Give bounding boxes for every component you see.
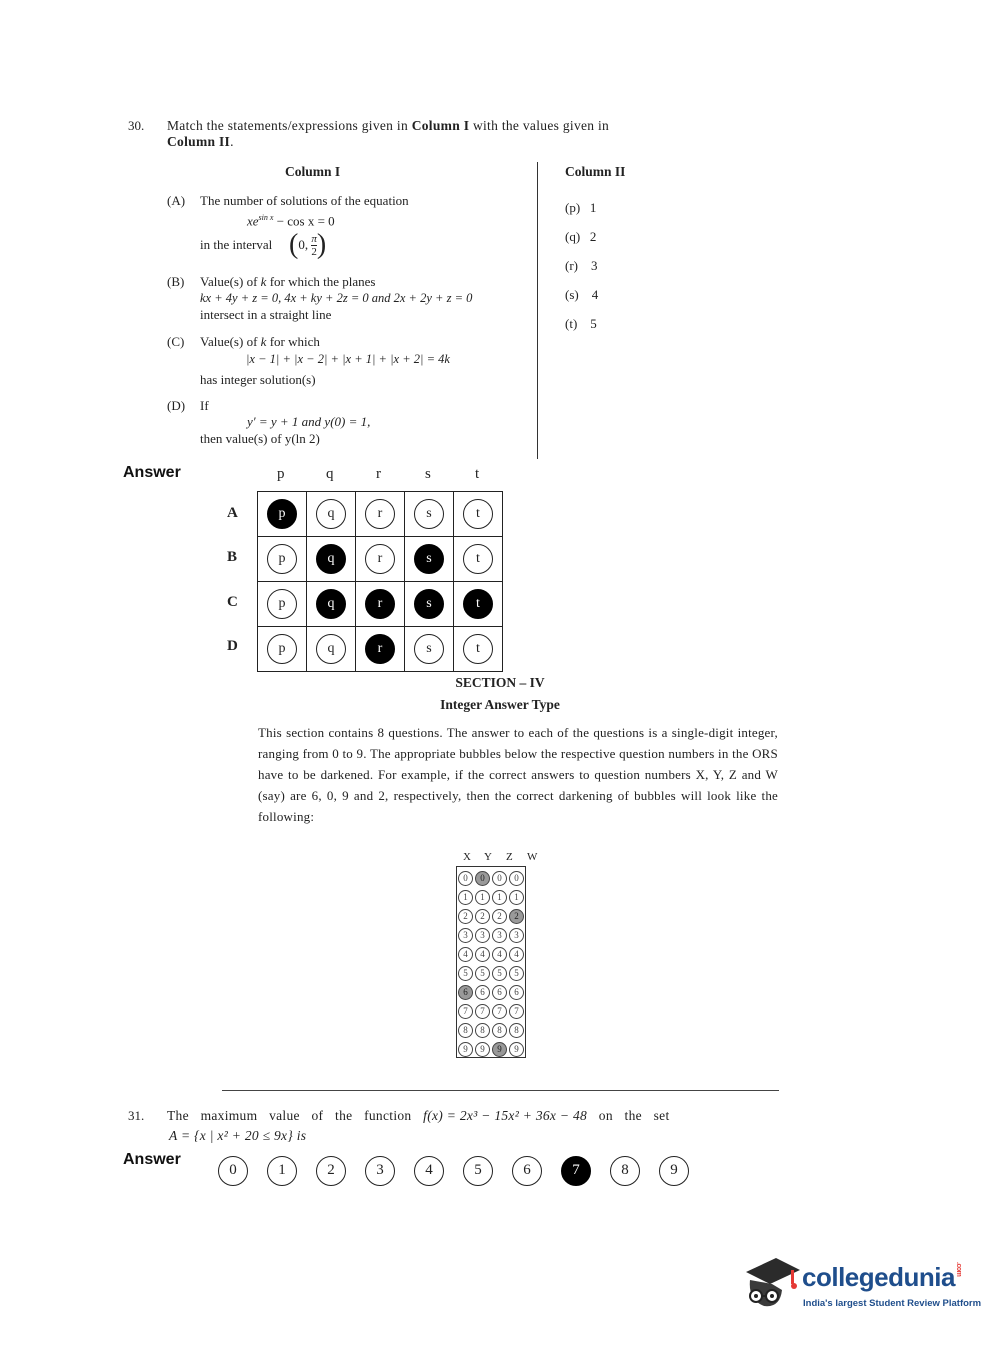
ors-bubble[interactable]: 0 bbox=[509, 871, 524, 886]
ors-bubble[interactable]: 0 bbox=[492, 871, 507, 886]
col2-letter: (s) bbox=[565, 287, 579, 302]
answer-label: Answer bbox=[123, 464, 181, 481]
column-ii-item bbox=[565, 309, 598, 338]
ors-row bbox=[457, 886, 526, 905]
question-text-b: with the values given in bbox=[472, 118, 610, 133]
ors-bubble[interactable]: 2 bbox=[509, 909, 524, 924]
grid-row-label: B bbox=[227, 549, 238, 565]
ors-bubble[interactable]: 4 bbox=[492, 947, 507, 962]
statement-b-line2: kx + 4y + z = 0, 4x + ky + 2z = 0 and 2x + 2y + z = 0 bbox=[200, 291, 473, 305]
q31-func: f(x) = 2x³ − 15x² + 36x − 48 bbox=[423, 1108, 588, 1123]
ors-bubble[interactable]: 2 bbox=[492, 909, 507, 924]
ors-bubble[interactable]: 8 bbox=[475, 1023, 490, 1038]
section-subtitle: Integer Answer Type bbox=[440, 697, 560, 712]
statement-d-label: (D) bbox=[167, 398, 186, 413]
ors-row bbox=[457, 943, 526, 962]
statement-b-line1 bbox=[200, 274, 375, 290]
ors-row bbox=[457, 1019, 526, 1038]
ors-bubble[interactable]: 6 bbox=[509, 985, 524, 1000]
eq-rest: − cos x = 0 bbox=[273, 213, 335, 229]
ors-header: X bbox=[463, 851, 471, 863]
bubble-c-q[interactable]: q bbox=[316, 589, 346, 619]
col2-letter: (q) bbox=[565, 229, 581, 244]
bubble-a-s[interactable]: s bbox=[414, 499, 444, 529]
ors-bubble[interactable]: 4 bbox=[475, 947, 490, 962]
statement-d-line3: then value(s) of y(ln 2) bbox=[200, 431, 320, 446]
bubble-d-q[interactable]: q bbox=[316, 634, 346, 664]
logo-com: .com bbox=[954, 1262, 962, 1277]
statement-c-line2: |x − 1| + |x − 2| + |x + 1| + |x + 2| = 4k bbox=[246, 352, 450, 366]
grid-row-label: D bbox=[227, 638, 238, 654]
ors-bubble[interactable]: 1 bbox=[458, 890, 473, 905]
bubble-d-t[interactable]: t bbox=[463, 634, 493, 664]
grid-row-label: A bbox=[227, 505, 238, 521]
ors-bubble[interactable]: 5 bbox=[475, 966, 490, 981]
ors-bubble[interactable]: 4 bbox=[509, 947, 524, 962]
ors-row bbox=[457, 924, 526, 943]
question-number: 30. bbox=[128, 118, 145, 133]
ors-row bbox=[457, 981, 526, 1000]
collegedunia-mascot-icon bbox=[742, 1250, 802, 1312]
ors-bubble[interactable]: 4 bbox=[458, 947, 473, 962]
col2-value: 4 bbox=[591, 287, 599, 302]
bubble-c-p[interactable]: p bbox=[267, 589, 297, 619]
column-i-heading: Column I bbox=[285, 164, 341, 179]
ors-bubble[interactable]: 8 bbox=[458, 1023, 473, 1038]
ors-bubble[interactable]: 7 bbox=[458, 1004, 473, 1019]
grid-col-header: t bbox=[475, 466, 480, 482]
col2-value: 1 bbox=[589, 200, 597, 215]
ors-header: Z bbox=[506, 851, 513, 863]
ors-bubble[interactable]: 8 bbox=[492, 1023, 507, 1038]
ors-bubble[interactable]: 6 bbox=[458, 985, 473, 1000]
eq-base: xe bbox=[247, 213, 259, 229]
int-bubble-8[interactable]: 8 bbox=[610, 1156, 640, 1186]
ors-header: W bbox=[527, 851, 538, 863]
section-paragraph: This section contains 8 questions. The answer to each of the questions is a single-digit integer, ranging from 0 to 9. The appropriate bubbles below the respective question numbers in the ORS have to be darkened. For example, if the correct answers to question numbers X, Y, Z and W (say) are 6, 0, 9 and 2, respectively, then the correct darkening of bubbles will look like the following: bbox=[258, 725, 778, 824]
interval-pre: 0, bbox=[298, 237, 309, 252]
grid-col-header: p bbox=[277, 466, 285, 482]
grid-col-header: r bbox=[376, 466, 381, 482]
ors-bubble[interactable]: 0 bbox=[475, 871, 490, 886]
b-line1-b: for which the planes bbox=[269, 274, 376, 289]
statement-a-interval: (0, $\frac{\pi}{2}$ ) bbox=[289, 229, 327, 260]
ors-header: Y bbox=[484, 851, 492, 863]
int-bubble-0[interactable]: 0 bbox=[218, 1156, 248, 1186]
ors-bubble[interactable]: 0 bbox=[458, 871, 473, 886]
ors-row bbox=[457, 962, 526, 981]
q31-line1-b: on the set bbox=[598, 1108, 670, 1123]
ors-bubble[interactable]: 9 bbox=[492, 1042, 507, 1057]
bubble-a-r[interactable]: r bbox=[365, 499, 395, 529]
column-ii-item bbox=[565, 251, 598, 280]
bubble-d-r[interactable]: r bbox=[365, 634, 395, 664]
bubble-c-r[interactable]: r bbox=[365, 589, 395, 619]
bubble-d-p[interactable]: p bbox=[267, 634, 297, 664]
col2-value: 2 bbox=[589, 229, 597, 244]
bubble-b-t[interactable]: t bbox=[463, 544, 493, 574]
bubble-a-t[interactable]: t bbox=[463, 499, 493, 529]
statement-b-label: (B) bbox=[167, 274, 185, 289]
question-text-a: Match the statements/expressions given in bbox=[167, 118, 409, 133]
question-31-line1 bbox=[167, 1108, 687, 1124]
question-number-31: 31. bbox=[128, 1108, 145, 1123]
statement-a-line1: The number of solutions of the equation bbox=[200, 193, 409, 208]
column-ii-item bbox=[565, 280, 598, 309]
statement-a-equation bbox=[247, 210, 335, 229]
int-bubble-2[interactable]: 2 bbox=[316, 1156, 346, 1186]
statement-c-line1 bbox=[200, 334, 320, 350]
ors-bubble[interactable]: 7 bbox=[475, 1004, 490, 1019]
column-ii-item bbox=[565, 222, 598, 251]
grid-col-header: q bbox=[326, 466, 334, 482]
ors-bubble[interactable]: 1 bbox=[492, 890, 507, 905]
col2-value: 5 bbox=[590, 316, 597, 331]
statement-d-line2: y′ = y + 1 and y(0) = 1, bbox=[247, 414, 371, 429]
ors-bubble[interactable]: 5 bbox=[492, 966, 507, 981]
ors-bubble[interactable]: 9 bbox=[509, 1042, 524, 1057]
ors-bubble[interactable]: 5 bbox=[458, 966, 473, 981]
ors-bubble[interactable]: 1 bbox=[509, 890, 524, 905]
ors-row bbox=[457, 1000, 526, 1019]
column-ii-word: Column II bbox=[167, 134, 231, 149]
answer-label-31: Answer bbox=[123, 1151, 181, 1168]
int-bubble-5[interactable]: 5 bbox=[463, 1156, 493, 1186]
bubble-a-p[interactable]: p bbox=[267, 499, 297, 529]
ors-bubble[interactable]: 5 bbox=[509, 966, 524, 981]
section-title: SECTION – IV bbox=[455, 675, 545, 690]
bubble-c-t[interactable]: t bbox=[463, 589, 493, 619]
ors-row bbox=[457, 867, 526, 887]
c-line1-a: Value(s) of bbox=[200, 334, 258, 349]
column-i-word: Column I bbox=[411, 118, 470, 133]
int-bubble-9[interactable]: 9 bbox=[659, 1156, 689, 1186]
divider bbox=[222, 1090, 779, 1091]
grid-row-label: C bbox=[227, 594, 238, 610]
ors-bubble[interactable]: 3 bbox=[475, 928, 490, 943]
grid-row-a bbox=[258, 492, 503, 537]
ors-row bbox=[457, 1038, 526, 1058]
bubble-a-q[interactable]: q bbox=[316, 499, 346, 529]
logo-name: collegedunia bbox=[802, 1262, 955, 1292]
bubble-c-s[interactable]: s bbox=[414, 589, 444, 619]
column-ii-heading: Column II bbox=[565, 164, 626, 179]
int-bubble-6[interactable]: 6 bbox=[512, 1156, 542, 1186]
bubble-d-s[interactable]: s bbox=[414, 634, 444, 664]
ors-bubble[interactable]: 9 bbox=[475, 1042, 490, 1057]
grid-row-b bbox=[258, 537, 503, 582]
ors-bubble[interactable]: 6 bbox=[475, 985, 490, 1000]
int-bubble-4[interactable]: 4 bbox=[414, 1156, 444, 1186]
bubble-b-r[interactable]: r bbox=[365, 544, 395, 574]
integer-answer-row bbox=[218, 1156, 708, 1186]
int-bubble-1[interactable]: 1 bbox=[267, 1156, 297, 1186]
grid-row-c bbox=[258, 582, 503, 627]
interval-num: π bbox=[311, 232, 317, 245]
bubble-b-q[interactable]: q bbox=[316, 544, 346, 574]
bubble-b-s[interactable]: s bbox=[414, 544, 444, 574]
b-k: k bbox=[260, 274, 267, 289]
ors-row bbox=[457, 905, 526, 924]
eq-sup: sin x bbox=[258, 213, 274, 222]
ors-bubble[interactable]: 3 bbox=[492, 928, 507, 943]
bubble-b-p[interactable]: p bbox=[267, 544, 297, 574]
col2-letter: (r) bbox=[565, 258, 578, 273]
statement-b-line3: intersect in a straight line bbox=[200, 307, 332, 322]
int-bubble-3[interactable]: 3 bbox=[365, 1156, 395, 1186]
ors-bubble[interactable]: 9 bbox=[458, 1042, 473, 1057]
ors-bubble[interactable]: 7 bbox=[492, 1004, 507, 1019]
answer-grid bbox=[257, 491, 503, 672]
question-31-line2: A = {x | x² + 20 ≤ 9x} is bbox=[169, 1128, 307, 1143]
logo-wordmark bbox=[802, 1262, 962, 1293]
col2-letter: (p) bbox=[565, 200, 581, 215]
grid-col-header: s bbox=[425, 466, 431, 482]
statement-d-line1: If bbox=[200, 398, 209, 413]
ors-bubble[interactable]: 3 bbox=[509, 928, 524, 943]
statement-a-label: (A) bbox=[167, 193, 186, 208]
ors-bubble[interactable]: 7 bbox=[509, 1004, 524, 1019]
ors-bubble[interactable]: 2 bbox=[475, 909, 490, 924]
c-line1-b: for which bbox=[269, 334, 320, 349]
ors-bubble[interactable]: 6 bbox=[492, 985, 507, 1000]
col2-value: 3 bbox=[591, 258, 598, 273]
ors-bubble[interactable]: 1 bbox=[475, 890, 490, 905]
grid-row-d bbox=[258, 627, 503, 672]
column-ii-list bbox=[565, 193, 598, 338]
statement-c-line3: has integer solution(s) bbox=[200, 372, 316, 387]
logo-tagline: India's largest Student Review Platform bbox=[803, 1298, 982, 1309]
col2-letter: (t) bbox=[565, 316, 578, 331]
q31-line1-a: The maximum value of the function bbox=[167, 1108, 412, 1123]
interval-den: 2 bbox=[311, 245, 317, 258]
int-bubble-7[interactable]: 7 bbox=[561, 1156, 591, 1186]
c-k: k bbox=[260, 334, 267, 349]
ors-bubble[interactable]: 3 bbox=[458, 928, 473, 943]
statement-c-label: (C) bbox=[167, 334, 185, 349]
ors-example bbox=[456, 866, 526, 1058]
column-divider bbox=[537, 162, 538, 459]
ors-bubble[interactable]: 8 bbox=[509, 1023, 524, 1038]
b-line1-a: Value(s) of bbox=[200, 274, 258, 289]
statement-a-line3: in the interval bbox=[200, 237, 273, 252]
column-ii-item bbox=[565, 193, 598, 222]
question-text: Match the statements/expressions given in Column I with the values given in Column II. bbox=[167, 118, 610, 149]
ors-bubble[interactable]: 2 bbox=[458, 909, 473, 924]
